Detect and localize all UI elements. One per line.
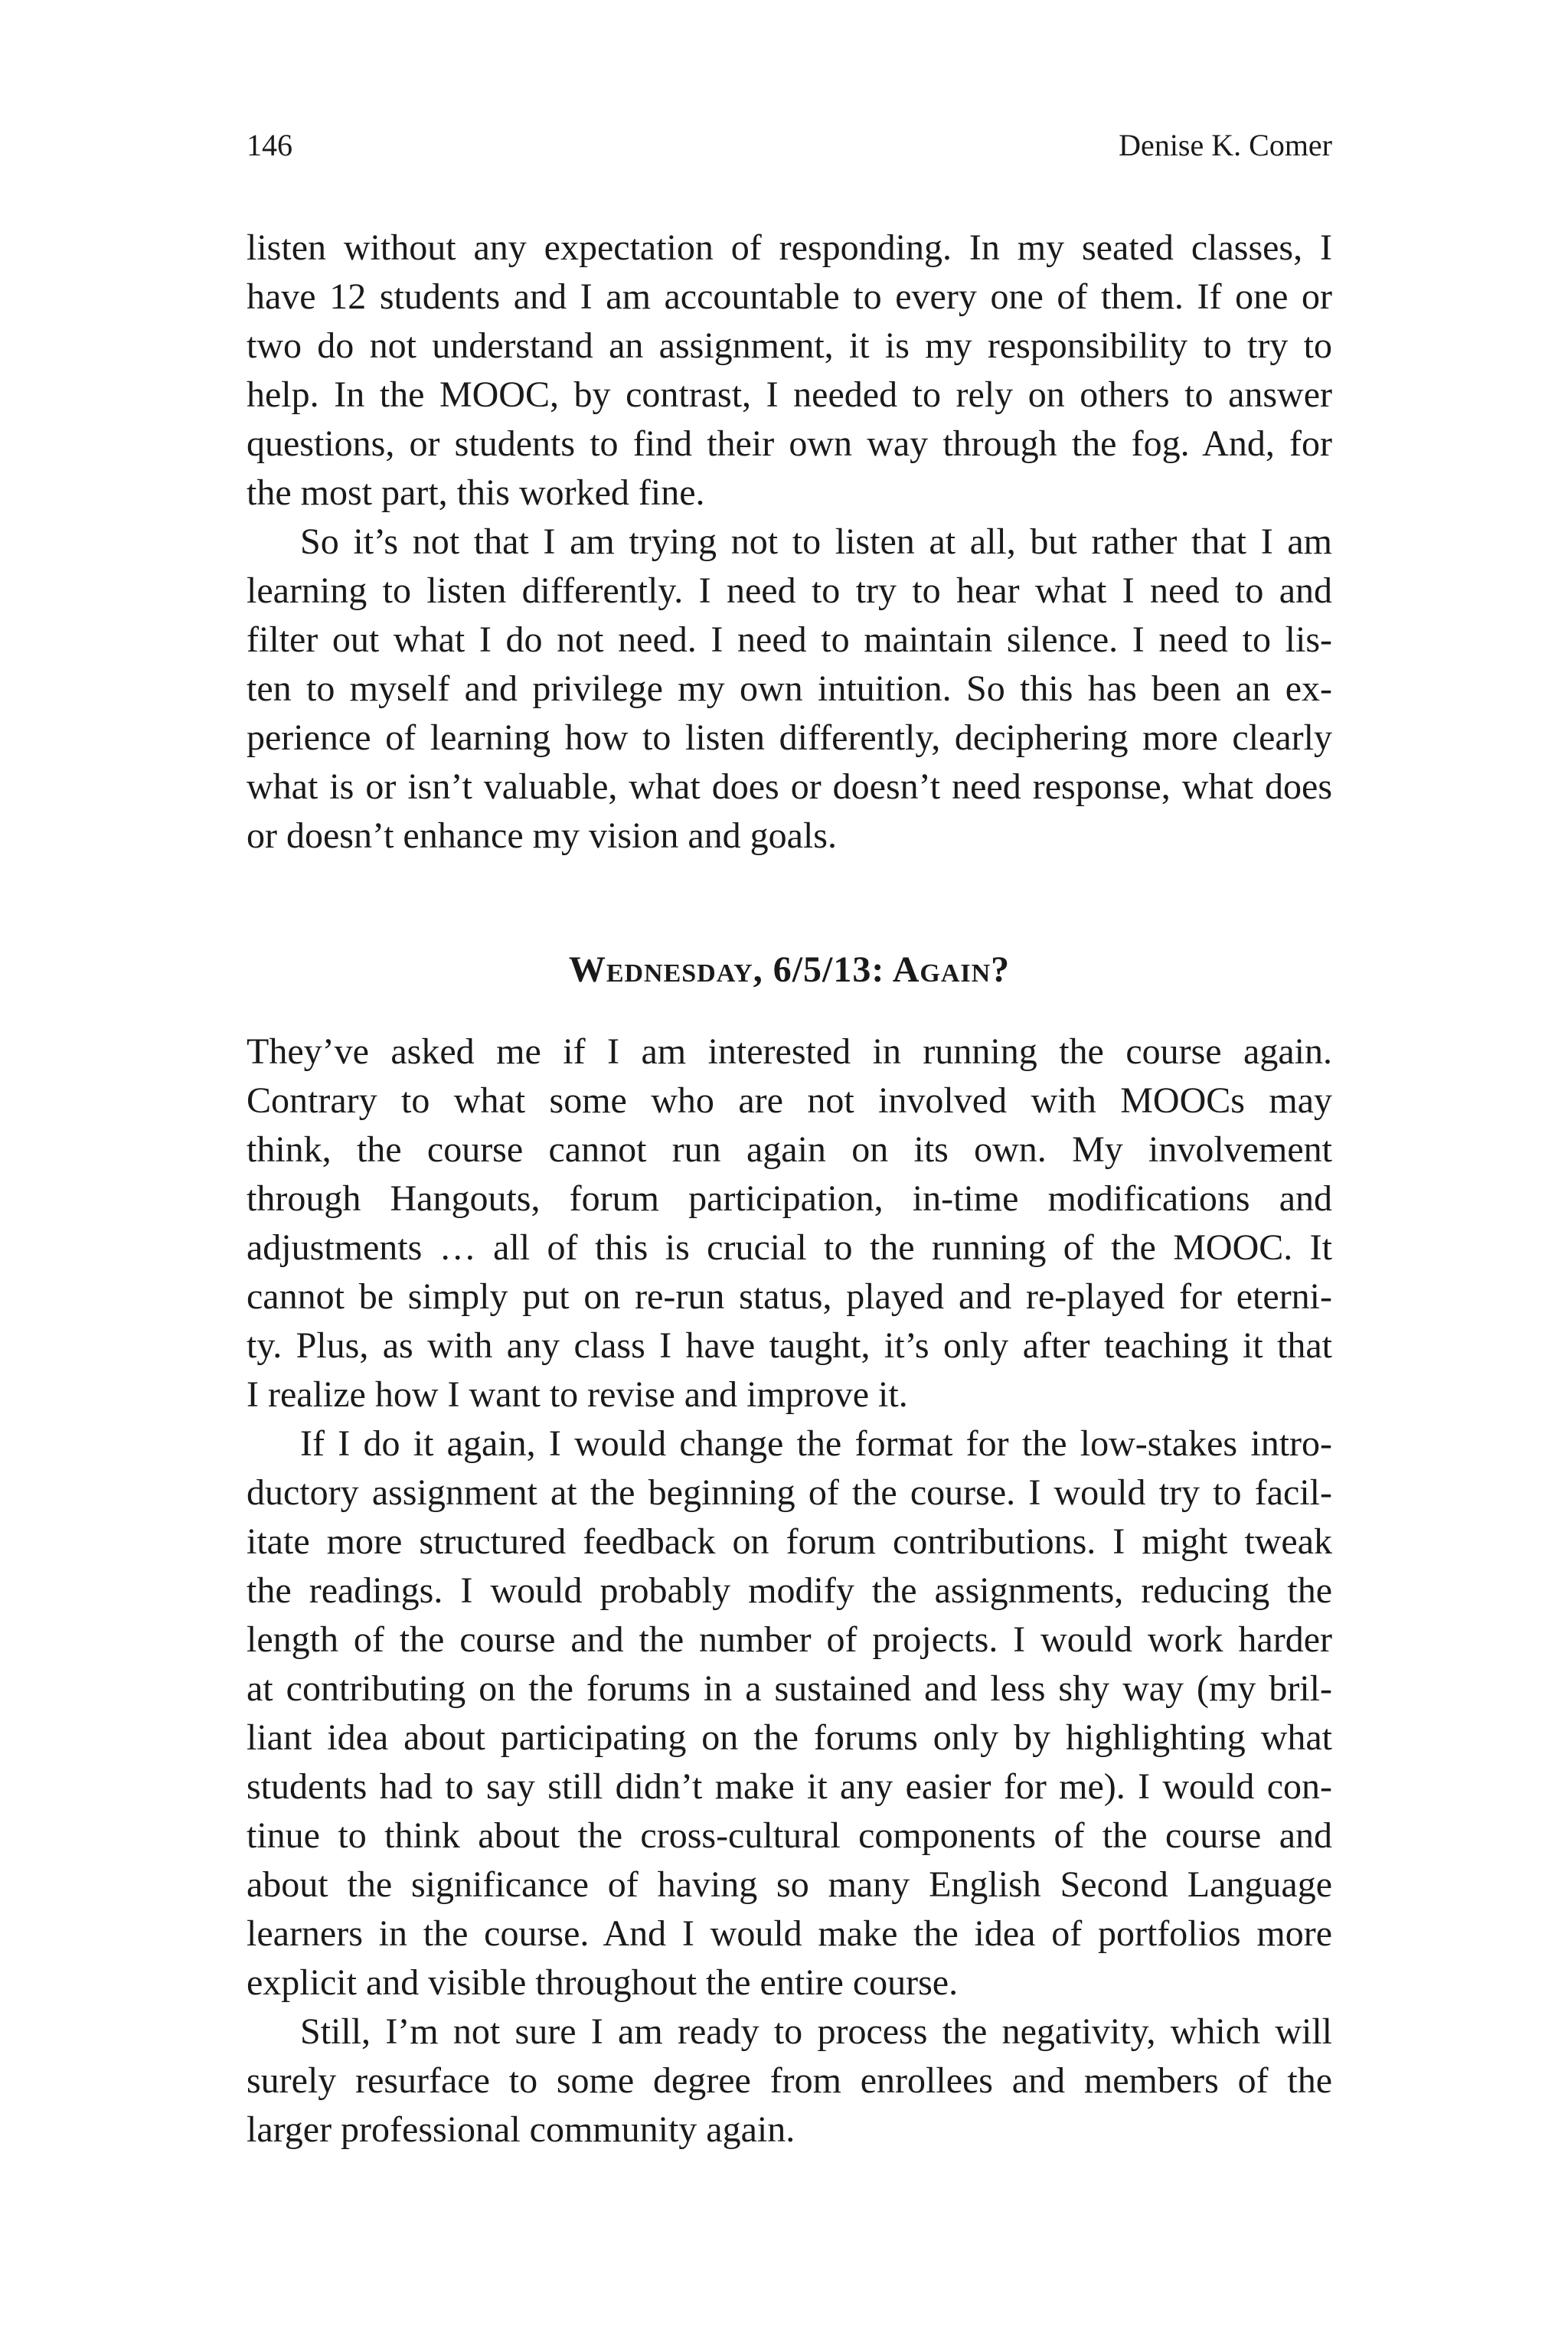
text-line: surely resurface to some degree from enrollees and members of the — [247, 2060, 1332, 2101]
running-header — [247, 122, 1332, 168]
text-line: listen without any expectation of responding. In my seated classes, I — [247, 227, 1332, 268]
text-line: learners in the course. And I would make the idea of portfolios more — [247, 1913, 1332, 1954]
text-line: So it’s not that I am trying not to listen at all, but rather that I am — [300, 521, 1332, 562]
page-number: 146 — [247, 128, 292, 162]
text-line: I realize how I want to revise and improve it. — [247, 1374, 908, 1415]
text-line: tinue to think about the cross-cultural components of the course and — [247, 1815, 1332, 1856]
text-line: the readings. I would probably modify the assignments, reducing the — [247, 1570, 1332, 1611]
text-line: students had to say still didn’t make it any easier for me). I would con- — [247, 1766, 1332, 1807]
text-line: larger professional community again. — [247, 2109, 795, 2150]
text-line: adjustments … all of this is crucial to the running of the MOOC. It — [247, 1227, 1332, 1268]
text-line: think, the course cannot run again on its own. My involvement — [247, 1129, 1332, 1170]
text-line: through Hangouts, forum participation, in-time modifications and — [247, 1178, 1332, 1219]
text-block-top — [247, 224, 1332, 861]
text-line: length of the course and the number of projects. I would work harder — [247, 1619, 1332, 1660]
text-line: help. In the MOOC, by contrast, I needed to rely on others to answer — [247, 374, 1332, 415]
text-line: liant idea about participating on the forums only by highlighting what — [247, 1717, 1332, 1758]
text-line: perience of learning how to listen differently, deciphering more clearly — [247, 717, 1332, 758]
text-line: ductory assignment at the beginning of the course. I would try to facil- — [247, 1472, 1332, 1513]
text-line: filter out what I do not need. I need to maintain silence. I need to lis- — [247, 619, 1332, 660]
text-line: about the significance of having so many English Second Language — [247, 1864, 1332, 1905]
text-line: have 12 students and I am accountable to every one of them. If one or — [247, 276, 1332, 317]
text-line: what is or isn’t valuable, what does or doesn’t need response, what does — [247, 766, 1332, 807]
text-line: at contributing on the forums in a sustained and less shy way (my bril- — [247, 1668, 1332, 1709]
text-line: questions, or students to find their own way through the fog. And, for — [247, 423, 1332, 464]
section-heading: Wednesday, 6/5/13: Again? — [568, 949, 1011, 990]
text-line: learning to listen differently. I need to try to hear what I need to and — [247, 570, 1332, 611]
text-line: They’ve asked me if I am interested in running the course again. — [247, 1031, 1332, 1072]
running-title: Denise K. Comer — [1119, 128, 1332, 162]
text-block-bottom — [247, 1027, 1332, 2154]
text-line: Still, I’m not sure I am ready to process the negativity, which will — [300, 2011, 1332, 2052]
text-line: If I do it again, I would change the format for the low-stakes intro- — [300, 1423, 1332, 1464]
text-line: or doesn’t enhance my vision and goals. — [247, 815, 837, 856]
text-line: itate more structured feedback on forum contributions. I might tweak — [247, 1521, 1332, 1562]
text-line: explicit and visible throughout the entire course. — [247, 1962, 959, 2003]
text-line: ten to myself and privilege my own intuition. So this has been an ex- — [247, 668, 1332, 709]
text-line: the most part, this worked fine. — [247, 472, 705, 513]
text-line: Contrary to what some who are not involved with MOOCs may — [247, 1080, 1332, 1121]
text-line: cannot be simply put on re-run status, played and re-played for eterni- — [247, 1276, 1332, 1317]
text-line: two do not understand an assignment, it is my responsibility to try to — [247, 325, 1332, 366]
text-line: ty. Plus, as with any class I have taught, it’s only after teaching it that — [247, 1325, 1332, 1366]
